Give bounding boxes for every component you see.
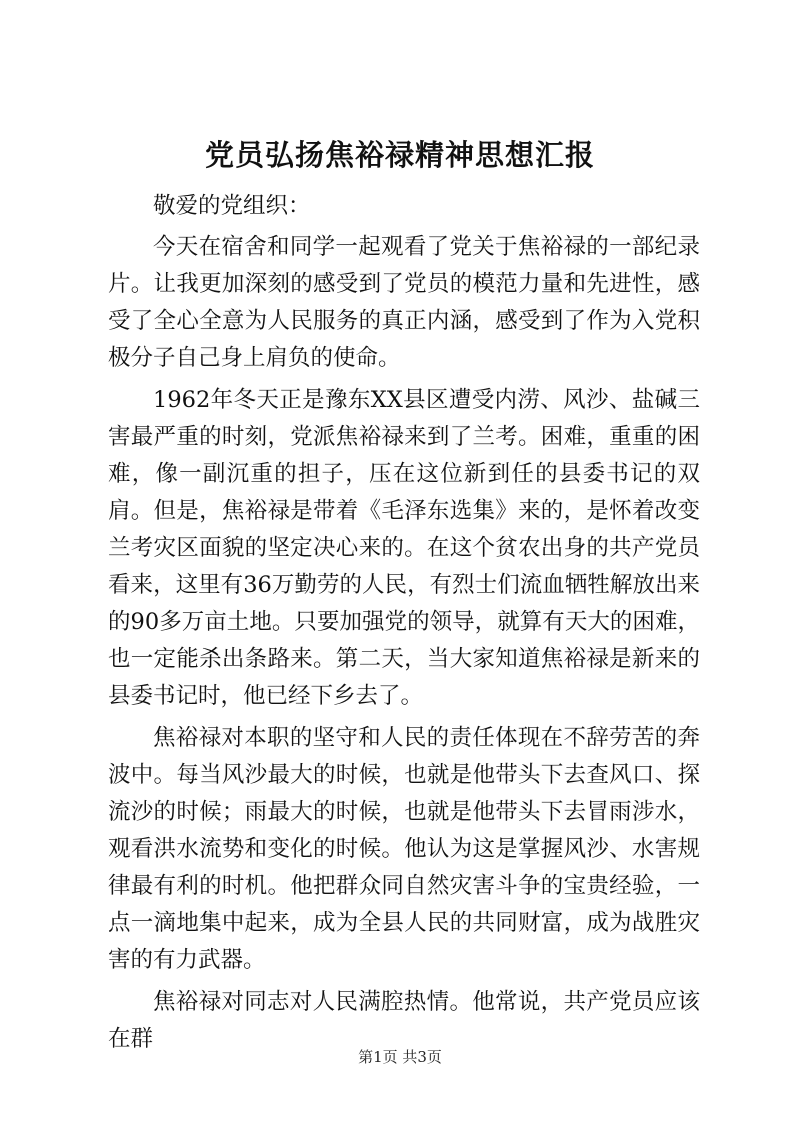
document-title: 党员弘扬焦裕禄精神思想汇报	[204, 138, 595, 172]
paragraph-4: 焦裕禄对同志对人民满腔热情。他常说，共产党员应该在群	[108, 989, 700, 1052]
document-body	[108, 188, 700, 1058]
paragraph-3: 焦裕禄对本职的坚守和人民的责任体现在不辞劳苦的奔波中。每当风沙最大的时候，也就是他带头下去查风口、探流沙的时候；雨最大的时候，也就是他带头下去冒雨涉水，观看洪水流势和变化的时候。他认为这是掌握风沙、水害规律最有利的时机。他把群众同自然灾害斗争的宝贵经验，一点一滴地集中起来，成为全县人民的共同财富，成为战胜灾害的有力武器。	[108, 725, 700, 973]
paragraph-2: 1962年冬天正是豫东XX县区遭受内涝、风沙、盐碱三害最严重的时刻，党派焦裕禄来到了兰考。困难，重重的困难，像一副沉重的担子，压在这位新到任的县委书记的双肩。但是，焦裕禄是带着《毛泽东选集》来的，是怀着改变兰考灾区面貌的坚定决心来的。在这个贫农出身的共产党员看来，这里有36万勤劳的人民，有烈士们流血牺牲解放出来的90多万亩土地。只要加强党的领导，就算有天大的困难，也一定能杀出条路来。第二天，当大家知道焦裕禄是新来的县委书记时，他已经下乡去了。	[108, 387, 700, 709]
page-footer: 第1页 共3页	[358, 1048, 442, 1066]
salutation: 敬爱的党组织：	[153, 193, 311, 219]
paragraph-1: 今天在宿舍和同学一起观看了党关于焦裕禄的一部纪录片。让我更加深刻的感受到了党员的模范力量和先进性，感受了全心全意为人民服务的真正内涵，感受到了作为入党积极分子自己身上肩负的使命。	[108, 234, 700, 371]
